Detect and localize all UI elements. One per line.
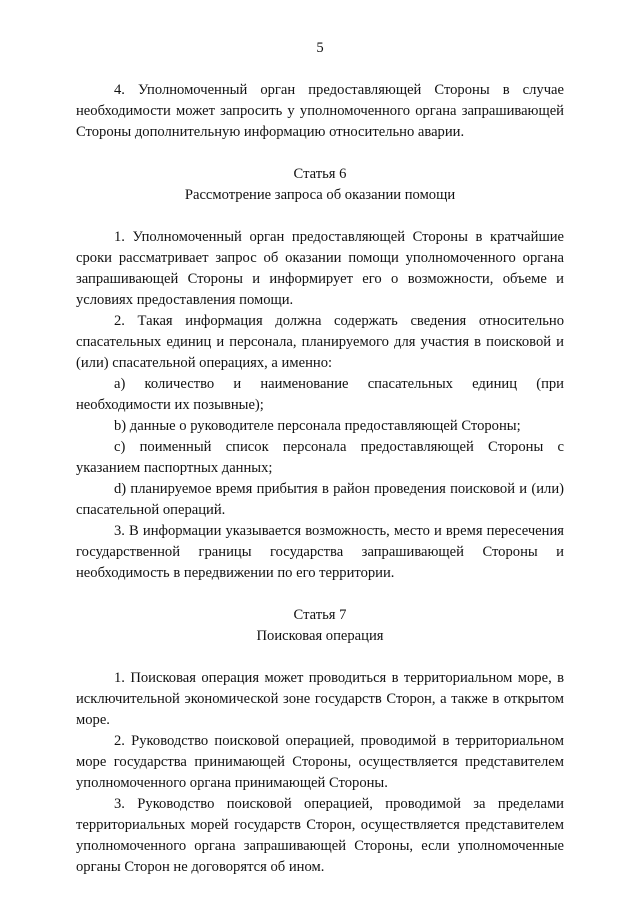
paragraph: 3. В информации указывается возможность, место и время пересечения государственной границы государства запрашивающей Стороны и необходимость в передвижении по его территории. xyxy=(76,523,564,581)
list-item: с) поименный список персонала предоставляющей Стороны с указанием паспортных данных; xyxy=(76,439,564,476)
paragraph: 1. Поисковая операция может проводиться в территориальном море, в исключительной экономической зоне государств Сторон, а также в открытом море. xyxy=(76,670,564,728)
article-number: Статья 6 xyxy=(293,166,347,182)
paragraph: 4. Уполномоченный орган предоставляющей Стороны в случае необходимости может запросить у уполномоченного органа запрашивающей Стороны дополнительную информацию относительно аварии. xyxy=(76,82,564,140)
list-item: а) количество и наименование спасательных единиц (при необходимости их позывные); xyxy=(76,376,564,413)
article-number: Статья 7 xyxy=(293,607,347,623)
page-number: 5 xyxy=(316,40,324,56)
list-item: d) планируемое время прибытия в район проведения поисковой и (или) спасательной операций. xyxy=(76,481,564,518)
list-item: b) данные о руководителе персонала предоставляющей Стороны; xyxy=(114,418,521,434)
paragraph: 2. Такая информация должна содержать сведения относительно спасательных единиц и персонала, планируемого для участия в поисковой и (или) спасательной операциях, а именно: xyxy=(76,313,564,371)
article-title: Рассмотрение запроса об оказании помощи xyxy=(184,187,456,203)
paragraph: 1. Уполномоченный орган предоставляющей Стороны в кратчайшие сроки рассматривает запрос об оказании помощи уполномоченного органа запрашивающей Стороны и информирует его о возможности, объеме и условиях предоставления помощи. xyxy=(76,229,564,308)
article-title: Поисковая операция xyxy=(256,628,384,644)
paragraph: 2. Руководство поисковой операцией, проводимой в территориальном море государства принимающей Стороны, осуществляется представителем уполномоченного органа принимающей Стороны. xyxy=(76,733,564,791)
paragraph: 3. Руководство поисковой операцией, проводимой за пределами территориальных морей государств Сторон, осуществляется представителем уполномоченного органа запрашивающей Стороны, если уполномоченные органы Сторон не договорятся об ином. xyxy=(76,796,564,875)
